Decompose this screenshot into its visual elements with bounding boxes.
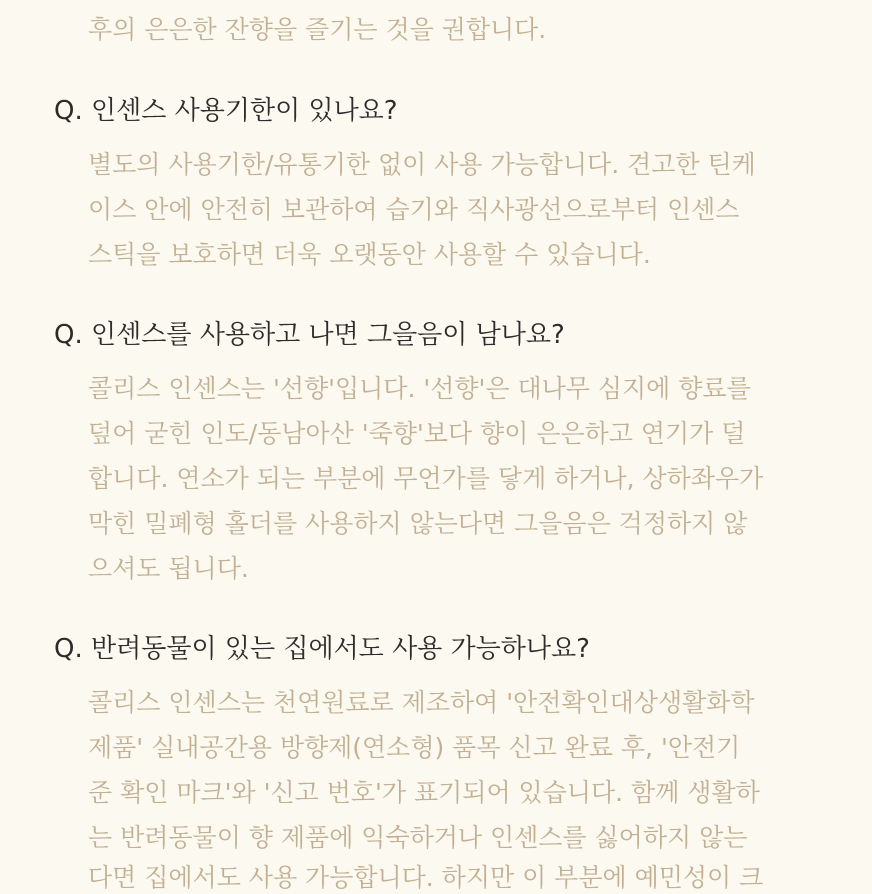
answer-line: 막힌 밀폐형 홀더를 사용하지 않는다면 그을음은 걱정하지 않	[88, 509, 748, 538]
faq-question-pets[interactable]: Q. 반려동물이 있는 집에서도 사용 가능하나요?	[54, 634, 590, 664]
answer-line: 스틱을 보호하면 더욱 오랫동안 사용할 수 있습니다.	[88, 240, 651, 269]
answer-line: 준 확인 마크'와 '신고 번호'가 표기되어 있습니다. 함께 생활하	[88, 778, 760, 807]
answer-line: 으셔도 됩니다.	[88, 554, 249, 583]
answer-line: 콜리스 인센스는 '선향'입니다. '선향'은 대나무 심지에 향료를	[88, 374, 751, 403]
answer-line: 별도의 사용기한/유통기한 없이 사용 가능합니다. 견고한 틴케	[88, 150, 756, 179]
answer-line: 다면 집에서도 사용 가능합니다. 하지만 이 부분에 예민성이 크	[88, 863, 764, 892]
answer-line: 합니다. 연소가 되는 부분에 무언가를 닿게 하거나, 상하좌우가	[88, 464, 764, 493]
faq-question-expiry[interactable]: Q. 인센스 사용기한이 있나요?	[54, 96, 398, 126]
answer-line: 제품' 실내공간용 방향제(연소형) 품목 신고 완료 후, '안전기	[88, 733, 741, 762]
faq-question-soot[interactable]: Q. 인센스를 사용하고 나면 그을음이 남나요?	[54, 320, 565, 350]
answer-line: 후의 은은한 잔향을 즐기는 것을 권합니다.	[88, 15, 547, 44]
answer-line: 는 반려동물이 향 제품에 익숙하거나 인센스를 싫어하지 않는	[88, 823, 748, 852]
answer-line: 이스 안에 안전히 보관하여 습기와 직사광선으로부터 인센스	[88, 195, 740, 224]
answer-line: 덮어 굳힌 인도/동남아산 '죽향'보다 향이 은은하고 연기가 덜	[88, 419, 746, 448]
answer-line: 콜리스 인센스는 천연원료로 제조하여 '안전확인대상생활화학	[88, 688, 755, 717]
